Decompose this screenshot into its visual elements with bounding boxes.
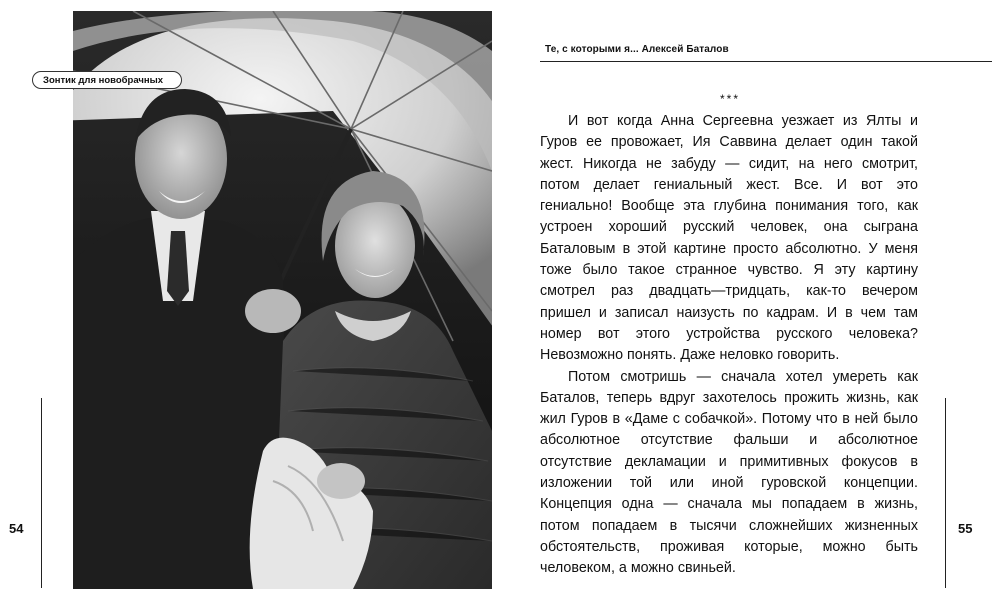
- photo-illustration: [73, 11, 492, 589]
- body-text: [540, 111, 918, 580]
- paragraph-1: И вот когда Анна Сергеевна уезжает из Ялты и Гуров ее провожает, Ия Саввина делает один такой жест. Никогда не забуду — сидит, на него смотрит, потом делает гениальный жест. Все. И вот это гениально! Вообще эта глубина понимания того, как устроен хороший русский человек, она сыграна Баталовым в этой картине просто абсолютно. У меня тоже было такое странное чувство. Я эту картину смотрел раз двадцать—тридцать, как-то вечером пришел и записал наизусть по кадрам. И в чем там номер вот этого устройства русского человека? Невозможно понять. Даже неловко говорить.: [540, 113, 918, 364]
- running-head: Те, с которыми я... Алексей Баталов: [545, 44, 729, 55]
- page-number-right: 55: [958, 521, 973, 536]
- man-tie: [167, 231, 189, 306]
- section-separator: ***: [719, 92, 740, 106]
- photo-caption: Зонтик для новобрачных: [32, 71, 182, 89]
- woman-hand: [317, 463, 365, 499]
- man-hand: [245, 289, 301, 333]
- page-number-left: 54: [9, 521, 24, 536]
- margin-rule-left: [41, 398, 42, 588]
- header-rule: [540, 61, 992, 62]
- photograph-couple-umbrella: [73, 11, 492, 589]
- margin-rule-right: [945, 398, 946, 588]
- paragraph-2: Потом смотришь — сначала хотел умереть как Баталов, теперь вдруг захотелось прожить жизнь, как жил Гуров в «Даме с собачкой». Потому что в ней было абсолютное отсутствие фальши и абсолютное отсутствие декламации и примитивных фокусов в изложении той или иной гуровской концепции. Концепция одна — сначала мы попадаем в жизнь, потом попадаем в тысячи сложнейших жизненных обстоятельств, проживая которые, можно быть человеком, а можно свиньей.: [540, 368, 918, 577]
